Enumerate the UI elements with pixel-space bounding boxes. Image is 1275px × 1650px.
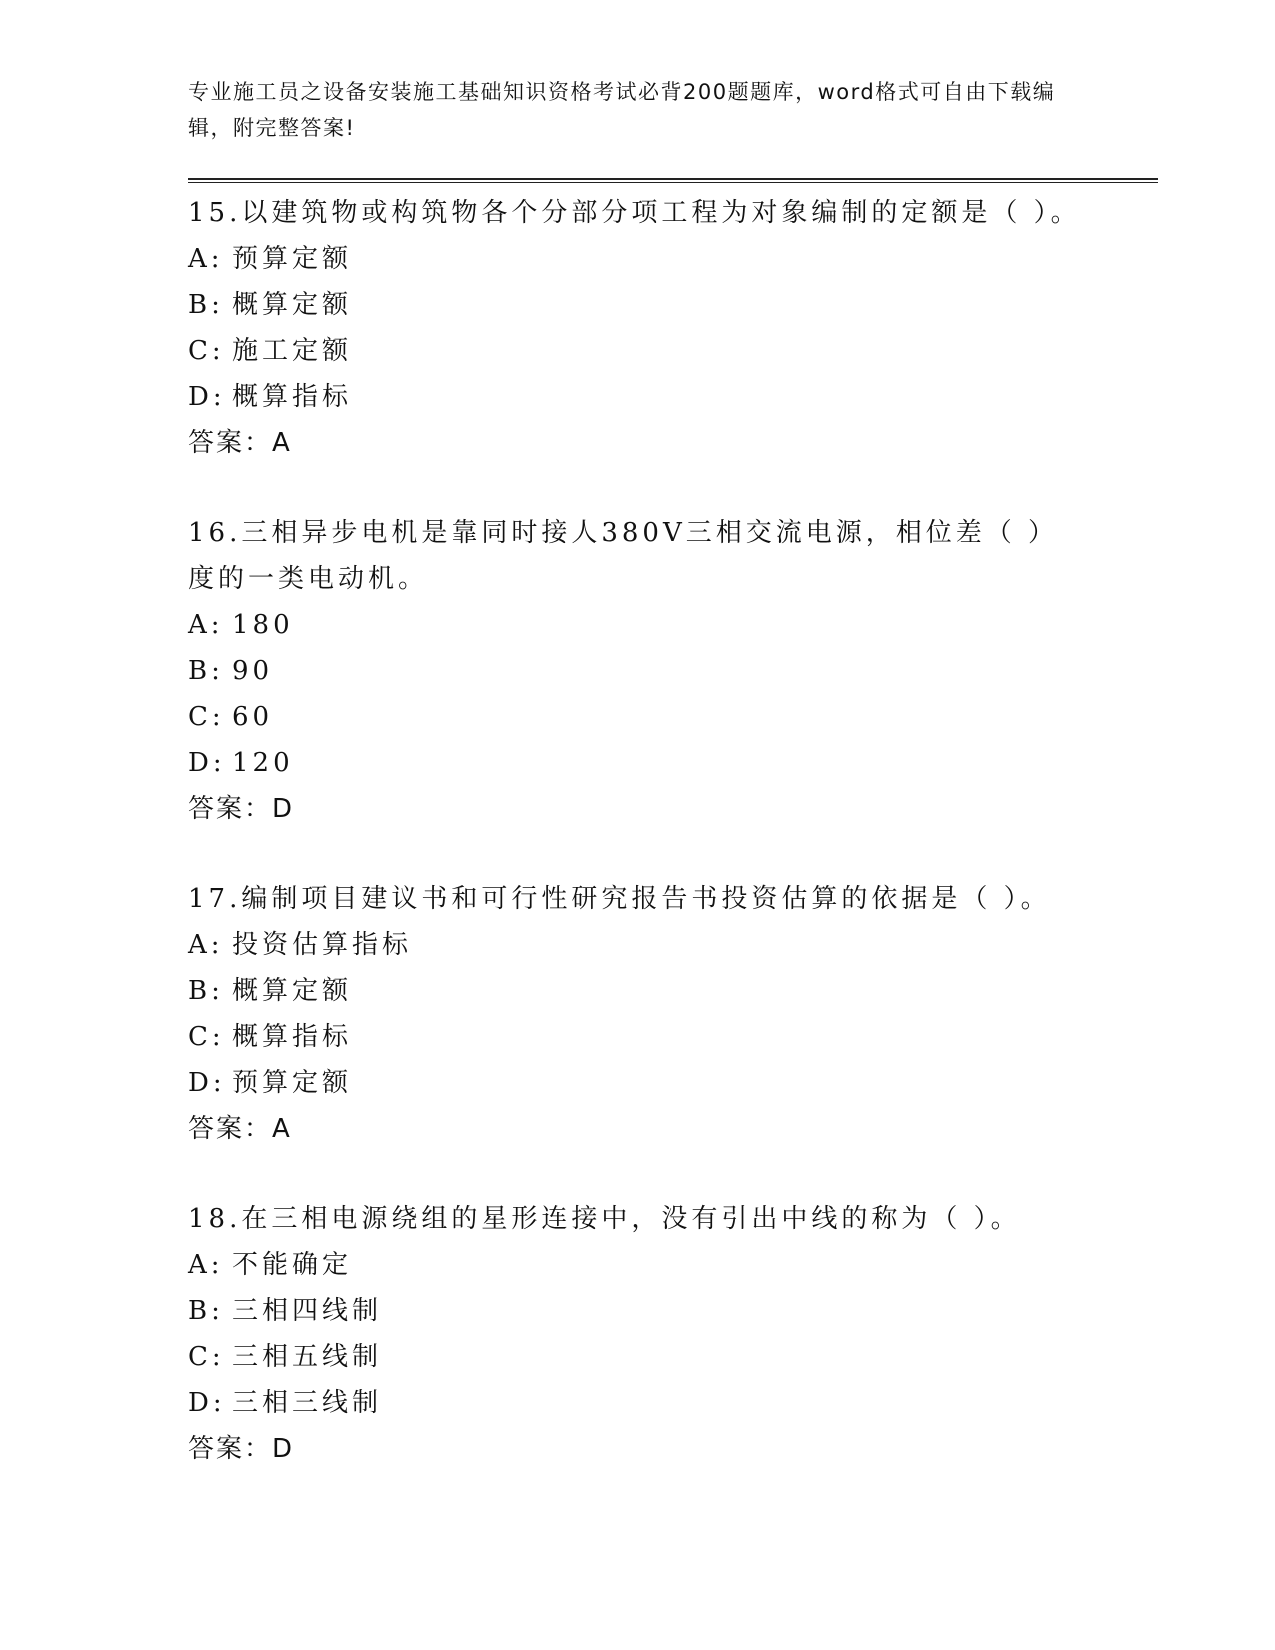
question-stem: 17.编制项目建议书和可行性研究报告书投资估算的依据是（ ）。 — [188, 884, 1051, 914]
question-stem: 18.在三相电源绕组的星形连接中，没有引出中线的称为（ ）。 — [188, 1204, 1021, 1234]
question-spacer — [188, 1152, 1088, 1196]
option-key: B: — [188, 290, 224, 320]
question-list — [188, 190, 1088, 1472]
option-a — [188, 1242, 1088, 1288]
option-b — [188, 648, 1088, 694]
option-text: 概算定额 — [232, 290, 353, 320]
option-key: A: — [188, 244, 224, 274]
question-17 — [188, 876, 1088, 1152]
document-header: 专业施工员之设备安装施工基础知识资格考试必背200题题库，word格式可自由下载编辑，附完整答案! — [188, 80, 1056, 140]
option-d — [188, 1060, 1088, 1106]
option-text: 预算定额 — [232, 1068, 353, 1098]
option-key: D: — [188, 1068, 226, 1098]
option-c — [188, 1014, 1088, 1060]
option-key: C: — [188, 1342, 225, 1372]
option-text: 概算定额 — [232, 976, 353, 1006]
question-spacer — [188, 832, 1088, 876]
option-d — [188, 374, 1088, 420]
option-text: 三相三线制 — [232, 1388, 383, 1418]
option-key: B: — [188, 1296, 224, 1326]
question-spacer — [188, 466, 1088, 510]
option-text: 三相四线制 — [232, 1296, 383, 1326]
option-c — [188, 694, 1088, 740]
option-key: D: — [188, 1388, 226, 1418]
option-d — [188, 740, 1088, 786]
option-c — [188, 328, 1088, 374]
option-text: 概算指标 — [232, 382, 353, 412]
option-key: C: — [188, 1022, 225, 1052]
option-text: 概算指标 — [232, 1022, 353, 1052]
option-text: 投资估算指标 — [232, 930, 413, 960]
question-stem: 16.三相异步电机是靠同时接人380V三相交流电源，相位差（ ）度的一类电动机。 — [188, 518, 1059, 594]
header-divider — [188, 178, 1158, 183]
option-a — [188, 602, 1088, 648]
option-d — [188, 1380, 1088, 1426]
option-key: D: — [188, 748, 226, 778]
option-a — [188, 922, 1088, 968]
option-key: C: — [188, 336, 225, 366]
option-text: 120 — [232, 748, 294, 778]
answer-line: 答案：A — [188, 1114, 292, 1144]
option-b — [188, 968, 1088, 1014]
question-15 — [188, 190, 1088, 466]
option-text: 90 — [232, 656, 274, 686]
option-text: 预算定额 — [232, 244, 353, 274]
option-text: 不能确定 — [232, 1250, 353, 1280]
option-text: 60 — [232, 702, 274, 732]
option-key: B: — [188, 976, 224, 1006]
option-key: D: — [188, 382, 226, 412]
option-b — [188, 1288, 1088, 1334]
option-key: A: — [188, 930, 224, 960]
option-text: 三相五线制 — [232, 1342, 383, 1372]
option-key: C: — [188, 702, 225, 732]
option-b — [188, 282, 1088, 328]
option-text: 180 — [232, 610, 294, 640]
option-c — [188, 1334, 1088, 1380]
option-key: A: — [188, 610, 224, 640]
question-stem: 15.以建筑物或构筑物各个分部分项工程为对象编制的定额是（ ）。 — [188, 198, 1081, 228]
question-18 — [188, 1196, 1088, 1472]
option-key: A: — [188, 1250, 224, 1280]
question-16 — [188, 510, 1088, 832]
answer-line: 答案：A — [188, 428, 292, 458]
answer-line: 答案：D — [188, 794, 295, 824]
option-text: 施工定额 — [232, 336, 353, 366]
answer-line: 答案：D — [188, 1434, 295, 1464]
option-key: B: — [188, 656, 224, 686]
option-a — [188, 236, 1088, 282]
